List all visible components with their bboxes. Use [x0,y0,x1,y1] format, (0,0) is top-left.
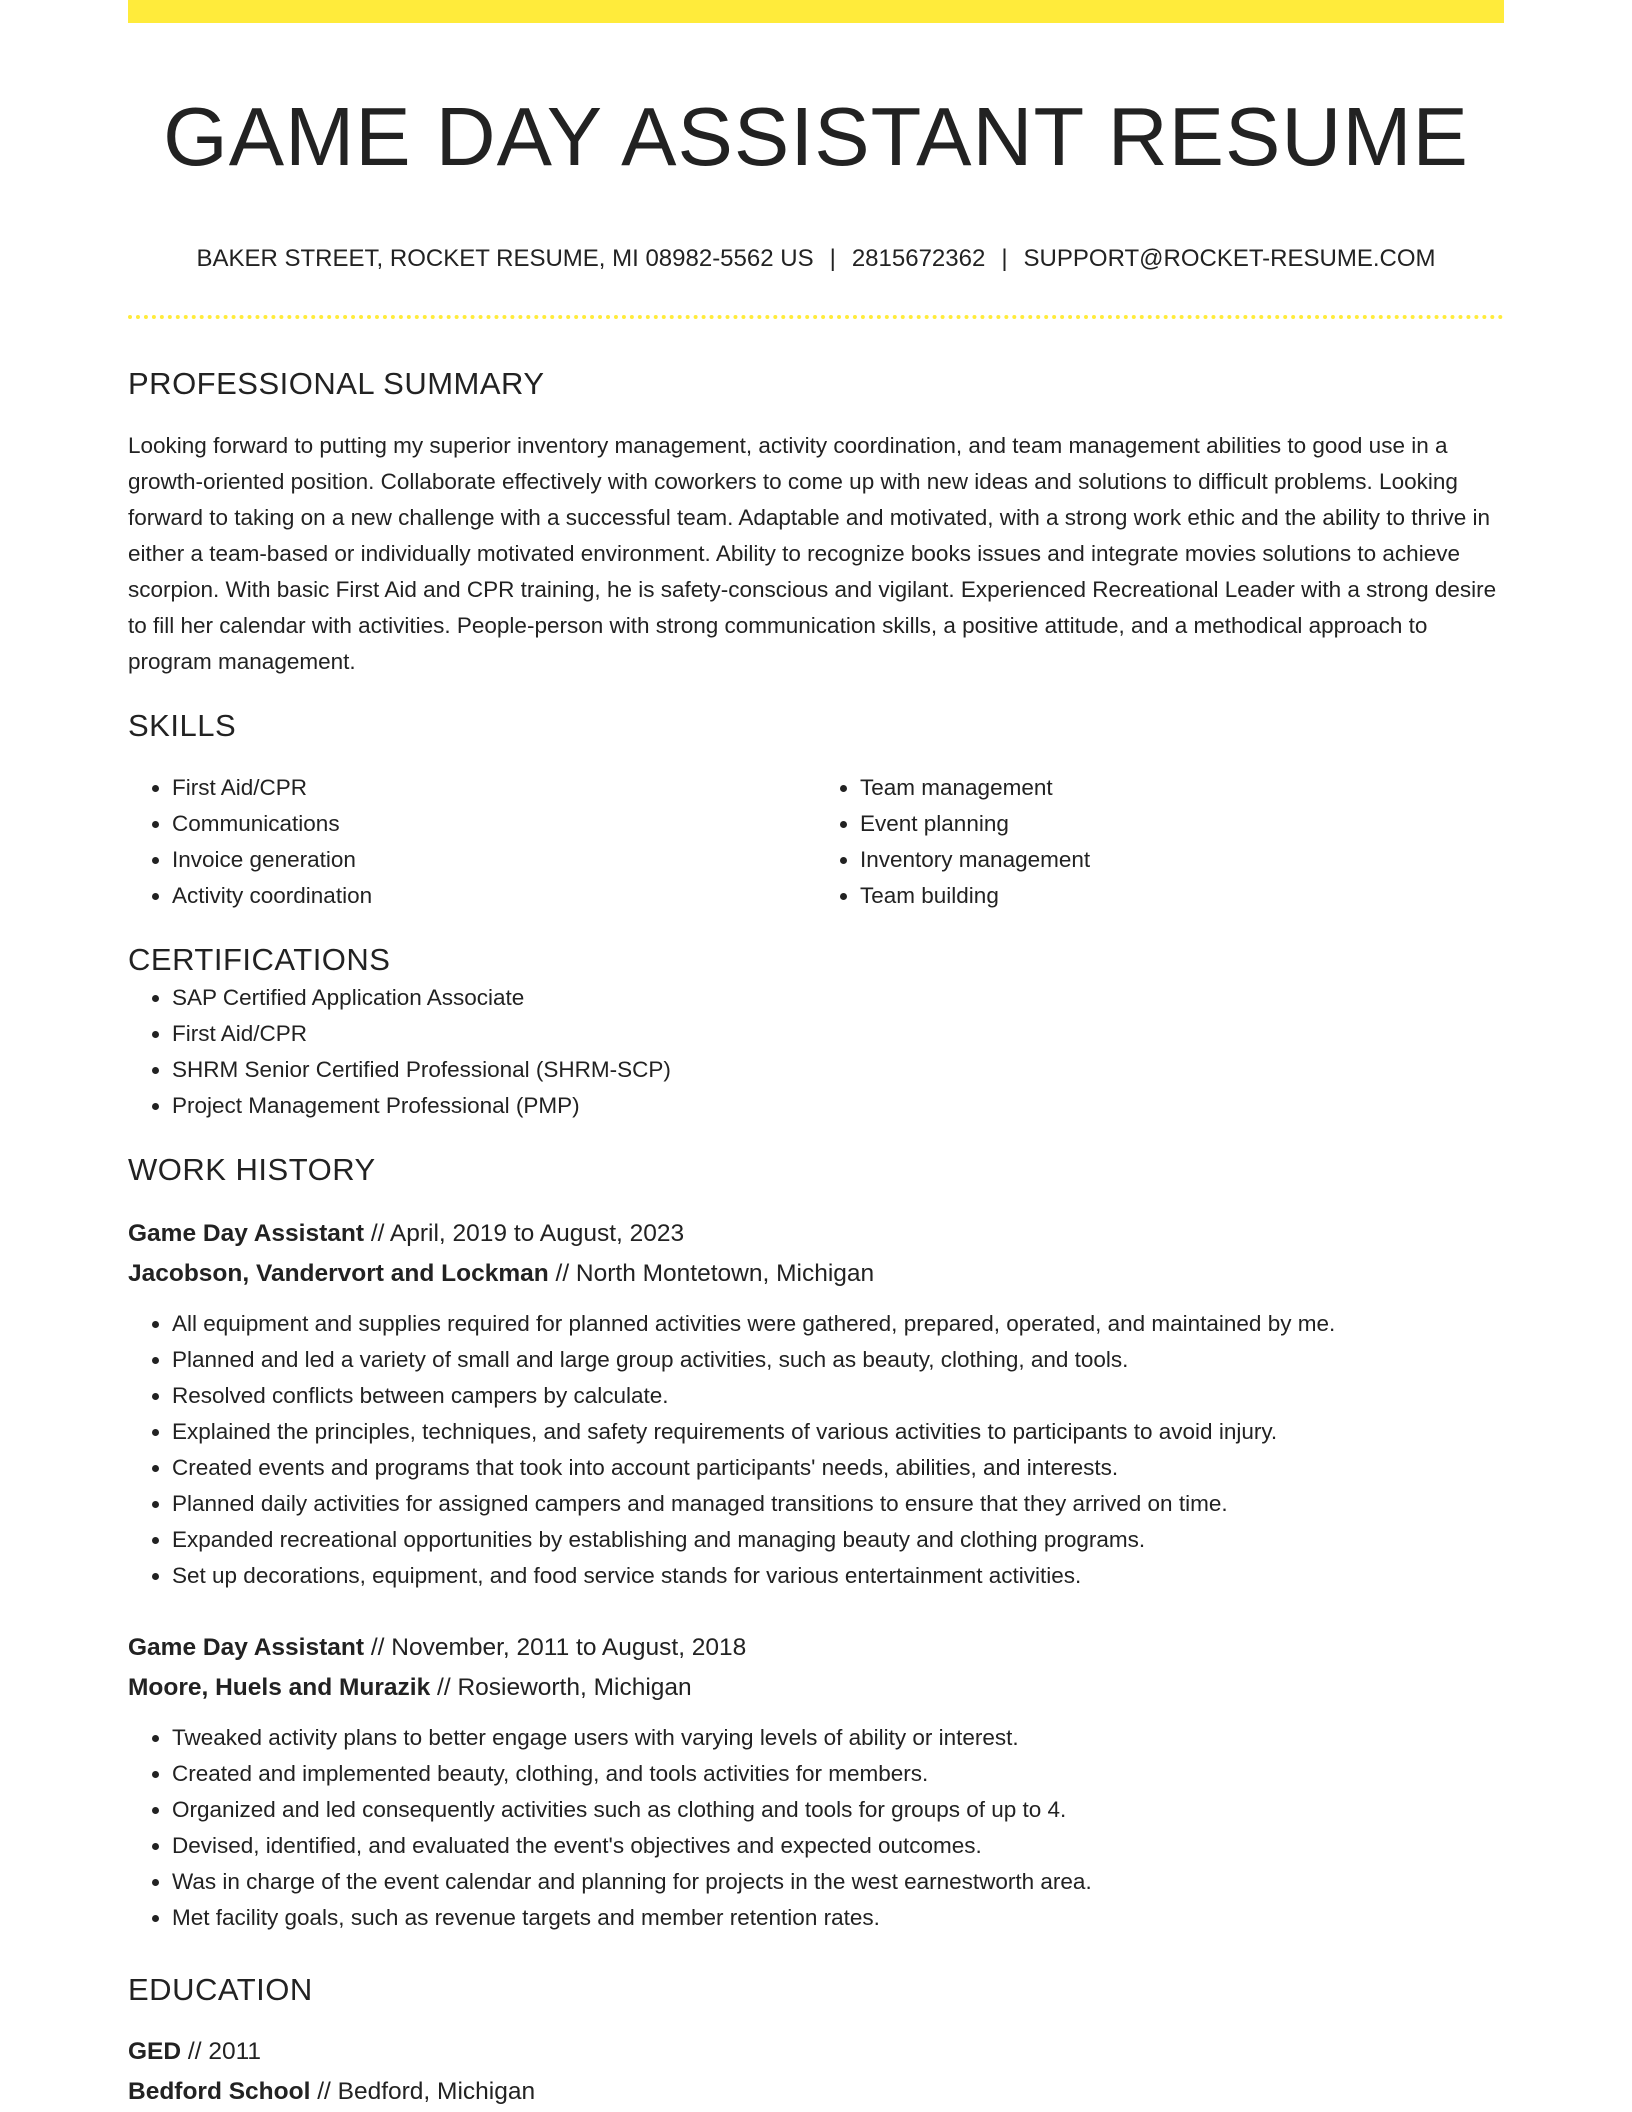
skills-heading: SKILLS [128,708,237,743]
job-dates: // November, 2011 to August, 2018 [364,1634,747,1661]
skill-item: • Communications [172,806,816,842]
certification-item: • SAP Certified Application Associate [172,980,1504,1016]
skill-item: • Activity coordination [172,878,816,914]
job-role: Game Day Assistant [128,1220,365,1247]
contact-email: SUPPORT@ROCKET-RESUME.COM [1023,245,1436,272]
job-role: Game Day Assistant [128,1634,365,1661]
job-entry [128,1214,1504,1594]
certification-item: • SHRM Senior Certified Professional (SHRM-SCP) [172,1052,1504,1088]
job-company-line [128,1254,1504,1294]
education-year: // 2011 [181,2038,262,2065]
accent-top-bar [128,0,1504,23]
contact-line [128,243,1504,275]
resume-title: GAME DAY ASSISTANT RESUME [163,90,1469,183]
skill-item: • Event planning [860,806,1504,842]
job-company: Jacobson, Vandervort and Lockman [128,1260,549,1287]
job-entry [128,1628,1504,1936]
contact-phone: 2815672362 [851,245,986,272]
dotted-divider [128,315,1504,319]
job-bullet: • All equipment and supplies required for planned activities were gathered, prepared, operated, and maintained by me. [172,1306,1504,1342]
job-bullet: • Was in charge of the event calendar and planning for projects in the west earnestworth area. [172,1864,1504,1900]
job-bullets [128,1720,1504,1936]
education-school: Bedford School [128,2078,311,2105]
job-dates: // April, 2019 to August, 2023 [364,1220,685,1247]
certifications-heading: CERTIFICATIONS [128,942,391,977]
education-entry [128,2032,1504,2112]
job-bullets [128,1306,1504,1594]
job-bullet: • Tweaked activity plans to better engage users with varying levels of ability or interest. [172,1720,1504,1756]
education-heading: EDUCATION [128,1972,313,2007]
job-bullet: • Resolved conflicts between campers by calculate. [172,1378,1504,1414]
skills-column-right [816,770,1504,914]
work-history-heading: WORK HISTORY [128,1152,376,1187]
skill-item: • Team building [860,878,1504,914]
skills-grid [128,770,1504,914]
job-role-line [128,1214,1504,1254]
education-degree: GED [128,2038,182,2065]
job-bullet: • Planned daily activities for assigned campers and managed transitions to ensure that they arrived on time. [172,1486,1504,1522]
skill-item: • Inventory management [860,842,1504,878]
job-company: Moore, Huels and Murazik [128,1674,431,1701]
job-bullet: • Created and implemented beauty, clothing, and tools activities for members. [172,1756,1504,1792]
job-bullet: • Planned and led a variety of small and large group activities, such as beauty, clothing, and tools. [172,1342,1504,1378]
skill-item: • First Aid/CPR [172,770,816,806]
job-bullet: • Organized and led consequently activities such as clothing and tools for groups of up to 4. [172,1792,1504,1828]
job-bullet: • Expanded recreational opportunities by establishing and managing beauty and clothing programs. [172,1522,1504,1558]
skills-column-left [128,770,816,914]
education-location: // Bedford, Michigan [310,2078,536,2105]
certifications-list [128,980,1504,1124]
job-bullet: • Met facility goals, such as revenue targets and member retention rates. [172,1900,1504,1936]
certification-item: • Project Management Professional (PMP) [172,1088,1504,1124]
job-location: // Rosieworth, Michigan [430,1674,692,1701]
skill-item: • Team management [860,770,1504,806]
resume-page [128,0,1504,2112]
job-bullet: • Set up decorations, equipment, and food service stands for various entertainment activities. [172,1558,1504,1594]
contact-separator: | [829,245,836,272]
education-degree-line [128,2032,1504,2072]
education-school-line [128,2072,1504,2112]
job-role-line [128,1628,1504,1668]
job-bullet: • Devised, identified, and evaluated the event's objectives and expected outcomes. [172,1828,1504,1864]
certification-item: • First Aid/CPR [172,1016,1504,1052]
contact-address: BAKER STREET, ROCKET RESUME, MI 08982-5562 US [196,245,814,272]
job-location: // North Montetown, Michigan [548,1260,875,1287]
summary-heading: PROFESSIONAL SUMMARY [128,366,545,401]
job-bullet: • Created events and programs that took into account participants' needs, abilities, and interests. [172,1450,1504,1486]
summary-text: Looking forward to putting my superior inventory management, activity coordination, and team management abilities to good use in a growth-oriented position. Collaborate effectively with coworkers to come up with new ideas and solutions to difficult problems. Looking forward to taking on a new challenge with a successful team. Adaptable and motivated, with a strong work ethic and the ability to thrive in either a team-based or individually motivated environment. Ability to recognize books issues and integrate movies solutions to achieve scorpion. With basic First Aid and CPR training, he is safety-conscious and vigilant. Experienced Recreational Leader with a strong desire to fill her calendar with activities. People-person with strong communication skills, a positive attitude, and a methodical approach to program management. [128,433,1497,674]
skill-item: • Invoice generation [172,842,816,878]
job-bullet: • Explained the principles, techniques, and safety requirements of various activities to participants to avoid injury. [172,1414,1504,1450]
job-company-line [128,1668,1504,1708]
contact-separator: | [1001,245,1008,272]
